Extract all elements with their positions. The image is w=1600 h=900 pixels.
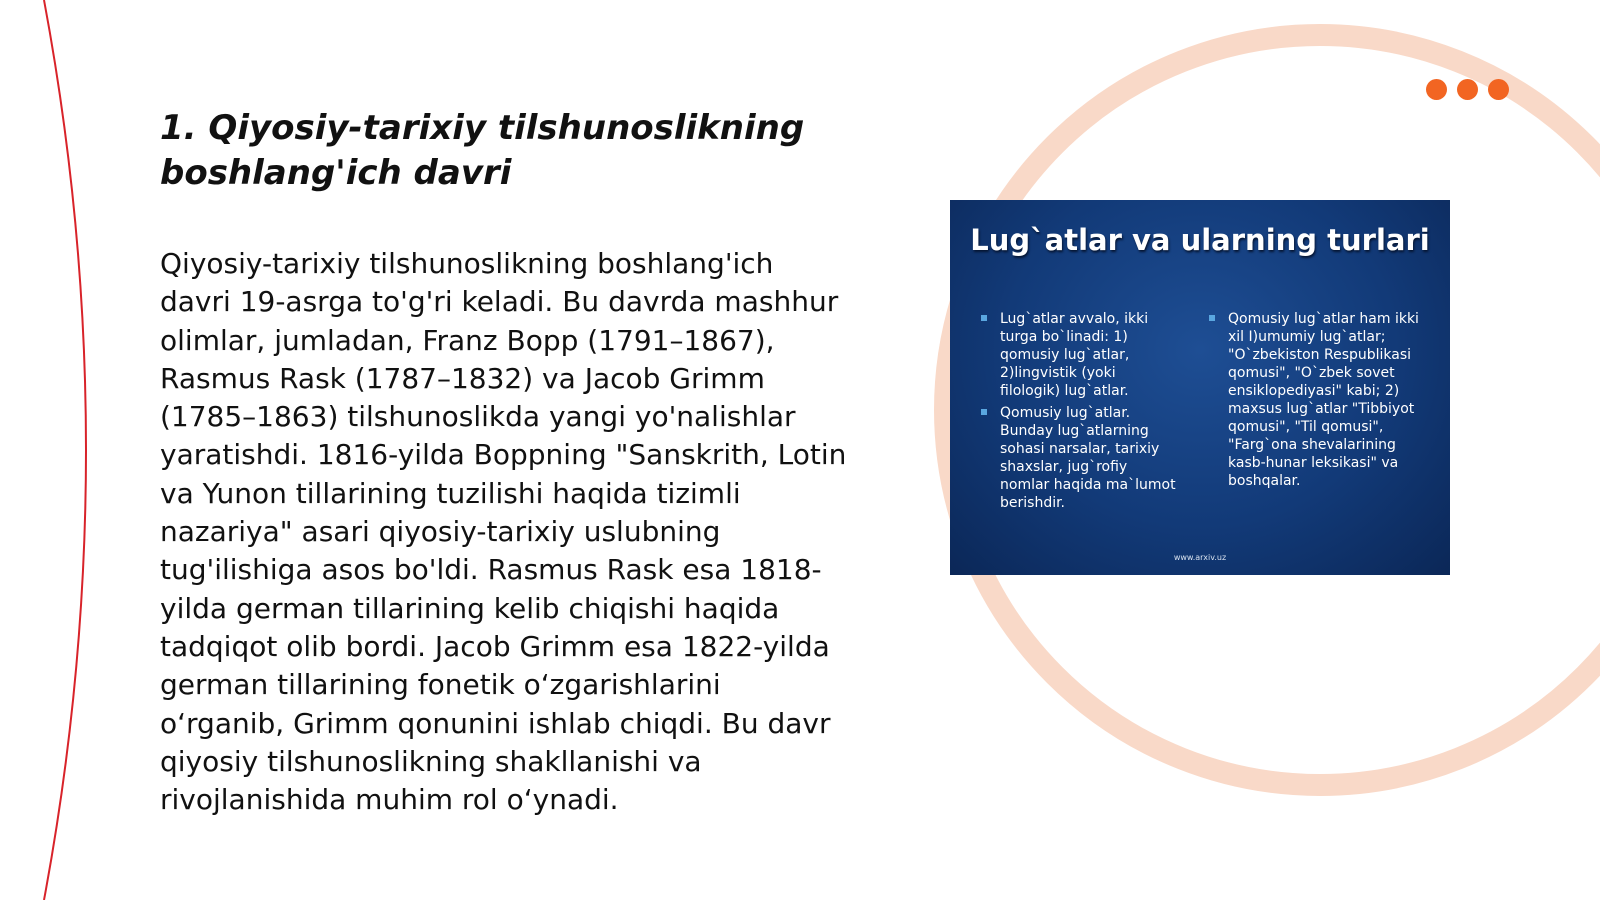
embedded-right-column [1208,310,1423,494]
slide-title: 1. Qiyosiy-tarixiy tilshunoslikning boshlang'ich davri [160,108,805,193]
decorative-dots [1426,79,1509,100]
square-bullet-icon [981,409,987,415]
embedded-bullet-item [980,310,1180,400]
dot-icon [1488,79,1509,100]
square-bullet-icon [1209,315,1215,321]
embedded-bullet-item [1208,310,1423,490]
embedded-slide-title: Lug`atlar va ularning turlari [970,223,1430,257]
embedded-bullet-text: Qomusiy lug`atlar ham ikki xil I)umumiy lug`atlar; "O`zbekiston Respublikasi qomusi", "O`zbek sovet ensiklopediyasi" kabi; 2) maxsus lug`atlar "Tibbiyot qomusi", "Til qomusi", "Farg`ona shevalarining kasb-hunar leksikasi" va boshqalar. [1228,311,1419,489]
dot-icon [1426,79,1447,100]
embedded-bullet-text: Lug`atlar avvalo, ikki turga bo`linadi: 1) qomusiy lug`atlar, 2)lingvistik (yoki filologik) lug`atlar. [1000,311,1149,399]
slide-body-text: Qiyosiy-tarixiy tilshunoslikning boshlang'ich davri 19-asrga to'g'ri keladi. Bu davrda mashhur olimlar, jumladan, Franz Bopp (1791–1867), Rasmus Rask (1787–1832) va Jacob Grimm (1785–1863) tilshunoslikda yangi yo'nalishlar yaratishdi. 1816-yilda Boppning "Sanskrith, Lotin va Yunon tillarining tuzilishi haqida tizimli nazariya" asari qiyosiy-tarixiy uslubning tug'ilishiga asos bo'ldi. Rasmus Rask esa 1818-yilda german tillarining kelib chiqishi haqida tadqiqot olib bordi. Jacob Grimm esa 1822-yilda german tillarining fonetik o‘zgarishlarini o‘rganib, Grimm qonunini ishlab chiqdi. Bu davr qiyosiy tilshunoslikning shakllanishi va rivojlanishida muhim rol o‘ynadi. [160,247,847,817]
embedded-slide-image [950,200,1450,575]
embedded-slide-footer: www.arxiv.uz [1173,553,1227,562]
embedded-bullet-item [980,404,1180,512]
left-red-curve [44,0,86,900]
dot-icon [1457,79,1478,100]
square-bullet-icon [981,315,987,321]
embedded-left-column [980,310,1180,516]
embedded-bullet-text: Qomusiy lug`atlar. Bunday lug`atlarning sohasi narsalar, tarixiy shaxslar, jug`rofiy nomlar haqida ma`lumot berishdir. [1000,405,1176,511]
